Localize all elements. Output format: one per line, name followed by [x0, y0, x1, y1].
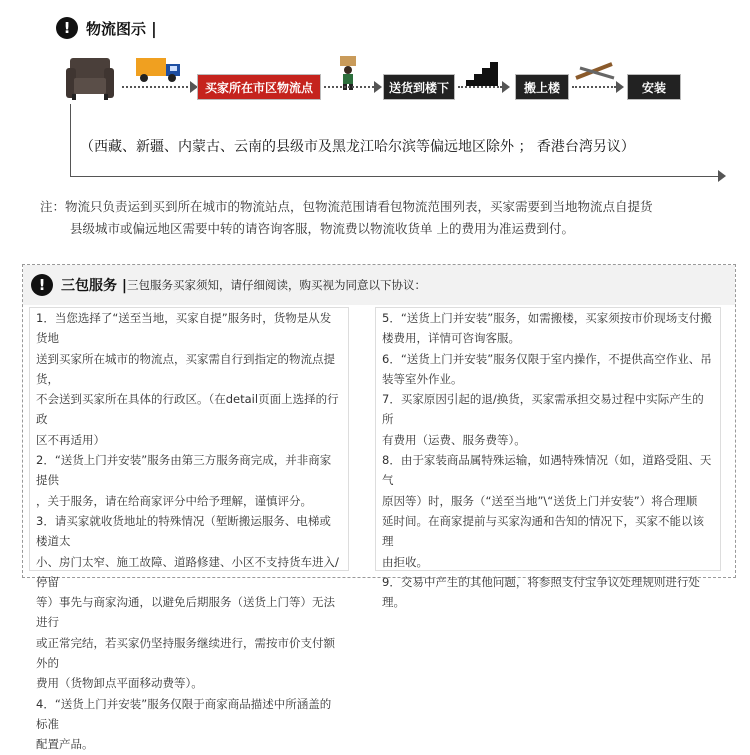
service-terms-right [375, 307, 721, 610]
note-line: 注：物流只负责运到买到所在城市的物流站点，包物流范围请看包物流范围列表，买家需要到当地物流点自提货 [40, 199, 653, 214]
term-line: 7．买家原因引起的退/换货，买家需承担交易过程中实际产生的所 [382, 392, 704, 427]
flow-connector [324, 86, 374, 88]
exclamation-icon: ! [31, 274, 53, 296]
service-subtitle: 三包服务买家须知，请仔细阅读，购买视为同意以下协议： [127, 278, 426, 292]
term-line: 送到买家所在城市的物流点，买家需自行到指定的物流点提货， [36, 351, 335, 386]
flow-arrowhead [190, 81, 198, 93]
bracket-line [70, 176, 718, 177]
exclamation-icon: ! [56, 17, 78, 39]
term-line: 等）事先与商家沟通，以避免后期服务（送货上门等）无法进行 [36, 595, 335, 630]
note-line: 县级城市或偏远地区需要中转的请咨询客服，物流费以物流收货单 上的费用为准运费到付。 [70, 221, 574, 236]
flow-step-install [628, 75, 680, 99]
term-line: 区不再适用） [36, 432, 105, 447]
logistics-note [40, 196, 720, 240]
term-line: 不会送到买家所在具体的行政区。（在detail页面上选择的行政 [36, 392, 339, 427]
sofa-icon [64, 52, 116, 104]
term-line: 小、房门太窄、施工故障、道路修建、小区不支持货车进入/停留 [36, 554, 339, 589]
flow-arrowhead [502, 81, 510, 93]
flow-step-label: 安装 [641, 80, 666, 95]
service-panel [22, 264, 736, 752]
flow-step-label: 送货到楼下 [388, 80, 449, 95]
logistics-header [56, 14, 157, 42]
service-terms-left [29, 307, 349, 752]
term-line: 8．由于家装商品属特殊运输，如遇特殊情况（如，道路受阻、天气 [382, 453, 712, 488]
term-line: 原因等）时，服务（“送至当地”\“送货上门并安装”）将合理顺 [382, 493, 698, 508]
term-line: 费用（货物卸点平面移动费等）。 [36, 676, 203, 691]
term-line: ，关于服务，请在给商家评分中给予理解，谨慎评分。 [36, 493, 312, 508]
flow-step-carry-upstairs [516, 75, 568, 99]
tools-icon [574, 60, 618, 82]
term-line: 1．当您选择了“送至当地，买家自提”服务时，货物是从发货地 [36, 311, 332, 346]
term-line: 配置产品。 [36, 737, 94, 752]
flow-connector [122, 86, 192, 88]
term-line: 9．交易中产生的其他问题，将参照支付宝争议处理规则进行处理。 [382, 574, 700, 610]
flow-arrowhead [374, 81, 382, 93]
flow-connector [572, 86, 616, 88]
stairs-icon [466, 62, 506, 86]
term-line: 楼费用，详情可咨询客服。 [382, 331, 520, 346]
bracket-arrowhead [718, 170, 726, 182]
service-title: 三包服务 | [61, 278, 127, 294]
term-line: 6．“送货上门并安装”服务仅限于室内操作，不提供高空作业、吊 [382, 351, 712, 366]
term-line: 由拒收。 [382, 554, 428, 569]
bracket-line [70, 104, 71, 176]
flow-connector [458, 86, 502, 88]
flow-step-deliver-downstairs [384, 75, 454, 99]
header-separator: | [151, 18, 157, 38]
term-line: 或正常完结，若买家仍坚持服务继续进行，需按市价支付额外的 [36, 635, 335, 671]
flow-arrowhead [616, 81, 624, 93]
truck-icon [136, 56, 186, 84]
header-title: 物流图示 [86, 19, 147, 38]
term-line: 5．“送货上门并安装”服务，如需搬楼，买家须按市价现场支付搬 [382, 311, 712, 325]
region-note: （西藏、新疆、内蒙古、云南的县级市及黑龙江哈尔滨等偏远地区除外 ； 香港台湾另议） [80, 139, 635, 155]
term-line: 4．“送货上门并安装”服务仅限于商家商品描述中所涵盖的标准 [36, 696, 332, 731]
flow-step-label: 买家所在市区物流点 [204, 80, 313, 95]
term-line: 2．“送货上门并安装”服务由第三方服务商完成，并非商家提供 [36, 453, 332, 488]
service-panel-header [23, 265, 735, 305]
term-line: 有费用（运费、服务费等）。 [382, 432, 526, 447]
flow-step-logistics-point [198, 75, 320, 99]
term-line: 3．请买家就收货地址的特殊情况（堑断搬运服务、电梯或楼道太 [36, 513, 331, 549]
term-line: 装等室外作业。 [382, 371, 463, 386]
flow-step-label: 搬上楼 [523, 80, 560, 95]
delivery-person-icon [330, 56, 366, 90]
term-line: 延时间。在商家提前与买家沟通和告知的情况下，买家不能以该理 [382, 513, 704, 549]
